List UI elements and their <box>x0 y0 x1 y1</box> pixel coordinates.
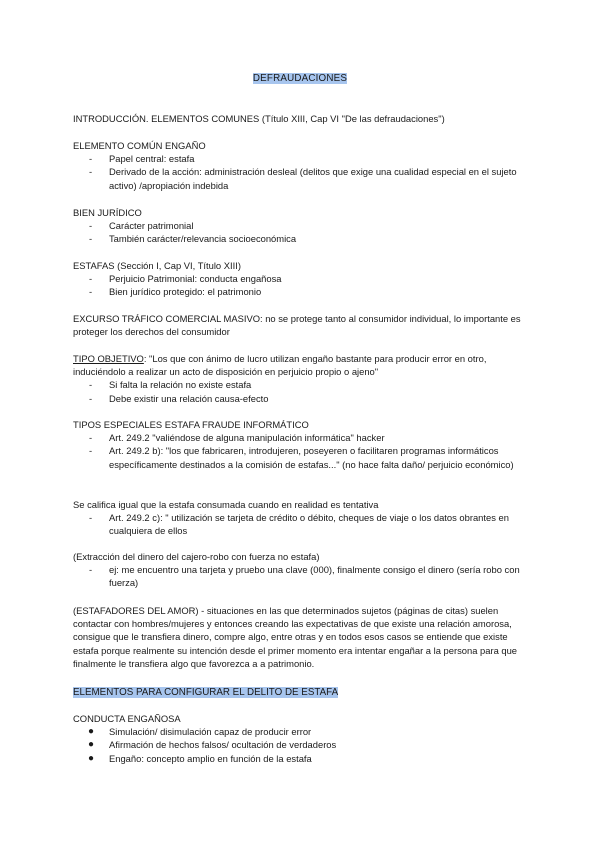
list-item: ● Simulación/ disimulación capaz de producir error <box>88 726 312 738</box>
list-item: - Si falta la relación no existe estafa <box>89 379 252 391</box>
list-item: - Bien jurídico protegido: el patrimonio <box>89 286 262 298</box>
dash-marker: - <box>89 273 93 285</box>
tipos-especiales-section <box>73 418 528 471</box>
conducta-heading: CONDUCTA ENGAÑOSA <box>73 713 181 724</box>
tipo-objetivo-list <box>73 378 528 404</box>
list-item: - Carácter patrimonial <box>89 220 194 232</box>
bullet-marker: ● <box>88 752 95 764</box>
intro-heading: INTRODUCCIÓN. ELEMENTOS COMUNES (Título XIII, Cap VI "De las defraudaciones") <box>73 113 445 124</box>
dash-marker: - <box>89 445 93 457</box>
dash-marker: - <box>89 220 93 232</box>
extraccion-list <box>73 563 528 589</box>
estafadores-amor-paragraph: (ESTAFADORES DEL AMOR) - situaciones en las que determinados sujetos (páginas de citas) suelen contactar con hombres/mujeres y entonces creando las expectativas de que existe una relación amorosa, consigue que le transfiera dinero, compre algo, entre otras y en todos esos casos se entiende que existe estafa porque realmente su intención desde el primer momento era intentar engañar a la persona para que finalmente le transfiera algo que favorezca a a patrimonio. <box>73 605 518 669</box>
tipos-especiales-list <box>73 431 528 471</box>
extraccion-section <box>73 550 528 590</box>
dash-marker: - <box>89 564 93 576</box>
conducta-list <box>73 725 528 765</box>
estafas-list <box>73 272 528 298</box>
dash-marker: - <box>89 166 93 178</box>
engano-section <box>73 139 528 192</box>
dash-marker: - <box>89 512 93 524</box>
conducta-section <box>73 712 528 765</box>
bien-heading: BIEN JURÍDICO <box>73 207 142 218</box>
dash-marker: - <box>89 153 93 165</box>
extraccion-text: (Extracción del dinero del cajero-robo con fuerza no estafa) <box>73 551 320 562</box>
list-item: - Debe existir una relación causa-efecto <box>89 392 269 404</box>
list-item: ● Afirmación de hechos falsos/ ocultación de verdaderos <box>88 739 337 751</box>
tipo-objetivo-text: : "Los que con ánimo de lucro utilizan engaño bastante para producir error en otro, induciéndolo a realizar un acto de disposición en perjuicio propio o ajeno" <box>73 353 487 378</box>
tipos-especiales-heading: TIPOS ESPECIALES ESTAFA FRAUDE INFORMÁTICO <box>73 419 309 430</box>
elementos-heading-row <box>73 685 528 699</box>
page-title: DEFRAUDACIONES <box>252 73 348 84</box>
bien-list <box>73 219 528 245</box>
excurso-paragraph: EXCURSO TRÁFICO COMERCIAL MASIVO: no se protege tanto al consumidor individual, lo importante es proteger los derechos del consumidor <box>73 313 521 338</box>
list-item: - Art. 249.2 c): " utilización se tarjeta de crédito o débito, cheques de viaje o los datos obrantes en cualquiera de ellos <box>89 512 509 537</box>
califica-section <box>73 498 528 538</box>
elementos-heading: ELEMENTOS PARA CONFIGURAR EL DELITO DE ESTAFA <box>73 687 339 698</box>
dash-marker: - <box>89 233 93 245</box>
title-row <box>0 71 600 85</box>
califica-text: Se califica igual que la estafa consumada cuando en realidad es tentativa <box>73 499 379 510</box>
intro-section <box>73 112 528 125</box>
list-item: - ej: me encuentro una tarjeta y pruebo una clave (000), finalmente consigo el dinero (sería robo con fuerza) <box>89 564 520 589</box>
tipo-objetivo-paragraph <box>73 352 528 378</box>
tipo-objetivo-label: TIPO OBJETIVO <box>73 353 144 364</box>
estafas-section <box>73 259 528 299</box>
list-item: - Papel central: estafa <box>89 153 195 165</box>
dash-marker: - <box>89 379 93 391</box>
list-item: - Perjuicio Patrimonial: conducta engañosa <box>89 273 282 285</box>
tipo-objetivo-section <box>73 352 528 405</box>
dash-marker: - <box>89 392 93 404</box>
engano-list <box>73 152 528 192</box>
bien-section <box>73 206 528 246</box>
califica-list <box>73 511 528 537</box>
list-item: - Art. 249.2 b): "los que fabricaren, introdujeren, poseyeren o facilitaren programas informáticos específicamente destinados a la comisión de estafas..." (no hace falta daño/ perjuicio económico) <box>89 445 514 470</box>
list-item: ● Engaño: concepto amplio en función de la estafa <box>88 752 312 764</box>
list-item: - También carácter/relevancia socioeconómica <box>89 233 297 245</box>
estafas-heading: ESTAFAS (Sección I, Cap VI, Título XIII) <box>73 260 241 271</box>
engano-heading: ELEMENTO COMÚN ENGAÑO <box>73 140 206 151</box>
bullet-marker: ● <box>88 739 95 751</box>
bullet-marker: ● <box>88 726 95 738</box>
dash-marker: - <box>89 286 93 298</box>
list-item: - Derivado de la acción: administración desleal (delitos que exige una cualidad especial en el sujeto activo) /apropiación indebida <box>89 166 517 191</box>
list-item: - Art. 249.2 "valiéndose de alguna manipulación informática" hacker <box>89 432 385 444</box>
dash-marker: - <box>89 432 93 444</box>
